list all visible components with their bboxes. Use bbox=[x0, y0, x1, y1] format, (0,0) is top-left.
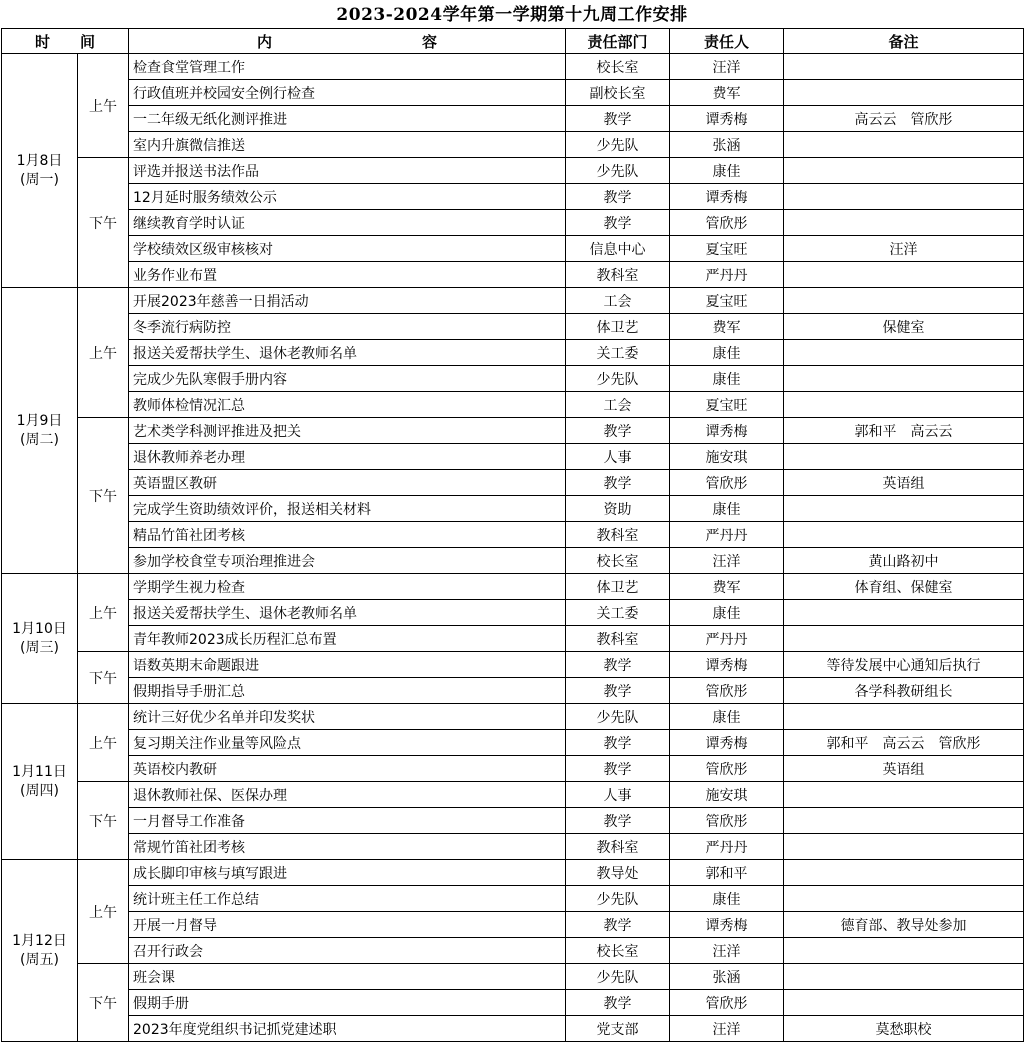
dept-cell: 少先队 bbox=[566, 704, 670, 730]
period-cell: 上午 bbox=[78, 574, 129, 652]
table-row bbox=[2, 782, 1024, 808]
dept-cell: 校长室 bbox=[566, 548, 670, 574]
dept-cell: 教学 bbox=[566, 990, 670, 1016]
day-weekday: (周二) bbox=[20, 431, 59, 448]
note-cell: 郭和平 高云云 管欣彤 bbox=[784, 730, 1024, 756]
content-cell: 语数英期末命题跟进 bbox=[129, 652, 566, 678]
period-cell: 下午 bbox=[78, 158, 129, 288]
dept-cell: 教学 bbox=[566, 652, 670, 678]
note-cell bbox=[784, 496, 1024, 522]
note-cell bbox=[784, 54, 1024, 80]
content-cell: 复习期关注作业量等风险点 bbox=[129, 730, 566, 756]
person-cell: 管欣彤 bbox=[670, 470, 784, 496]
dept-cell: 教科室 bbox=[566, 262, 670, 288]
note-cell bbox=[784, 184, 1024, 210]
dept-cell: 关工委 bbox=[566, 600, 670, 626]
note-cell bbox=[784, 964, 1024, 990]
note-cell bbox=[784, 938, 1024, 964]
content-cell: 英语盟区教研 bbox=[129, 470, 566, 496]
dept-cell: 少先队 bbox=[566, 964, 670, 990]
note-cell bbox=[784, 444, 1024, 470]
content-cell: 参加学校食堂专项治理推进会 bbox=[129, 548, 566, 574]
page-title: 2023-2024学年第一学期第十九周工作安排 bbox=[336, 5, 688, 25]
person-cell: 管欣彤 bbox=[670, 756, 784, 782]
table-row bbox=[2, 574, 1024, 600]
note-cell bbox=[784, 262, 1024, 288]
note-cell bbox=[784, 158, 1024, 184]
content-cell: 假期指导手册汇总 bbox=[129, 678, 566, 704]
table-row bbox=[2, 80, 1024, 106]
dept-cell: 少先队 bbox=[566, 158, 670, 184]
content-cell: 统计班主任工作总结 bbox=[129, 886, 566, 912]
content-cell: 继续教育学时认证 bbox=[129, 210, 566, 236]
header-time: 时 间 bbox=[2, 29, 129, 54]
note-cell: 莫愁职校 bbox=[784, 1016, 1024, 1042]
person-cell: 谭秀梅 bbox=[670, 106, 784, 132]
content-cell: 退休教师社保、医保办理 bbox=[129, 782, 566, 808]
note-cell bbox=[784, 392, 1024, 418]
note-cell bbox=[784, 886, 1024, 912]
dept-cell: 少先队 bbox=[566, 886, 670, 912]
dept-cell: 教学 bbox=[566, 210, 670, 236]
content-cell: 完成少先队寒假手册内容 bbox=[129, 366, 566, 392]
table-row bbox=[2, 106, 1024, 132]
period-cell: 上午 bbox=[78, 54, 129, 158]
dept-cell: 人事 bbox=[566, 782, 670, 808]
note-cell: 高云云 管欣彤 bbox=[784, 106, 1024, 132]
schedule-table bbox=[1, 28, 1024, 1042]
person-cell: 张涵 bbox=[670, 964, 784, 990]
period-cell: 下午 bbox=[78, 652, 129, 704]
person-cell: 费军 bbox=[670, 80, 784, 106]
person-cell: 夏宝旺 bbox=[670, 236, 784, 262]
table-row bbox=[2, 158, 1024, 184]
note-cell: 英语组 bbox=[784, 756, 1024, 782]
note-cell bbox=[784, 704, 1024, 730]
person-cell: 康佳 bbox=[670, 340, 784, 366]
content-cell: 学校绩效区级审核核对 bbox=[129, 236, 566, 262]
dept-cell: 工会 bbox=[566, 288, 670, 314]
dept-cell: 少先队 bbox=[566, 366, 670, 392]
person-cell: 汪洋 bbox=[670, 938, 784, 964]
person-cell: 康佳 bbox=[670, 704, 784, 730]
content-cell: 精品竹笛社团考核 bbox=[129, 522, 566, 548]
dept-cell: 校长室 bbox=[566, 54, 670, 80]
day-weekday: (周四) bbox=[20, 782, 59, 799]
table-row bbox=[2, 366, 1024, 392]
period-cell: 下午 bbox=[78, 964, 129, 1042]
dept-cell: 关工委 bbox=[566, 340, 670, 366]
person-cell: 管欣彤 bbox=[670, 210, 784, 236]
person-cell: 康佳 bbox=[670, 600, 784, 626]
content-cell: 开展2023年慈善一日捐活动 bbox=[129, 288, 566, 314]
dept-cell: 教学 bbox=[566, 912, 670, 938]
content-cell: 冬季流行病防控 bbox=[129, 314, 566, 340]
table-row bbox=[2, 886, 1024, 912]
day-date: 1月10日 bbox=[12, 620, 67, 637]
content-cell: 艺术类学科测评推进及把关 bbox=[129, 418, 566, 444]
content-cell: 评选并报送书法作品 bbox=[129, 158, 566, 184]
dept-cell: 教导处 bbox=[566, 860, 670, 886]
content-cell: 召开行政会 bbox=[129, 938, 566, 964]
header-row bbox=[2, 29, 1024, 54]
day-weekday: (周一) bbox=[20, 171, 59, 188]
note-cell bbox=[784, 80, 1024, 106]
dept-cell: 信息中心 bbox=[566, 236, 670, 262]
dept-cell: 体卫艺 bbox=[566, 574, 670, 600]
dept-cell: 资助 bbox=[566, 496, 670, 522]
note-cell bbox=[784, 600, 1024, 626]
period-cell: 下午 bbox=[78, 418, 129, 574]
period-cell: 上午 bbox=[78, 288, 129, 418]
note-cell: 英语组 bbox=[784, 470, 1024, 496]
person-cell: 郭和平 bbox=[670, 860, 784, 886]
table-row bbox=[2, 730, 1024, 756]
person-cell: 汪洋 bbox=[670, 548, 784, 574]
dept-cell: 教学 bbox=[566, 730, 670, 756]
day-date: 1月12日 bbox=[12, 932, 67, 949]
content-cell: 12月延时服务绩效公示 bbox=[129, 184, 566, 210]
table-row bbox=[2, 990, 1024, 1016]
note-cell bbox=[784, 782, 1024, 808]
day-cell bbox=[2, 860, 78, 1042]
person-cell: 张涵 bbox=[670, 132, 784, 158]
content-cell: 常规竹笛社团考核 bbox=[129, 834, 566, 860]
day-cell bbox=[2, 288, 78, 574]
table-row bbox=[2, 392, 1024, 418]
content-cell: 完成学生资助绩效评价，报送相关材料 bbox=[129, 496, 566, 522]
note-cell: 德育部、教导处参加 bbox=[784, 912, 1024, 938]
dept-cell: 少先队 bbox=[566, 132, 670, 158]
content-cell: 班会课 bbox=[129, 964, 566, 990]
header-content: 内 容 bbox=[129, 29, 566, 54]
person-cell: 费军 bbox=[670, 314, 784, 340]
note-cell bbox=[784, 860, 1024, 886]
person-cell: 夏宝旺 bbox=[670, 392, 784, 418]
person-cell: 谭秀梅 bbox=[670, 912, 784, 938]
table-row bbox=[2, 1016, 1024, 1042]
dept-cell: 副校长室 bbox=[566, 80, 670, 106]
table-row bbox=[2, 652, 1024, 678]
day-weekday: (周五) bbox=[20, 951, 59, 968]
table-row bbox=[2, 704, 1024, 730]
table-row bbox=[2, 132, 1024, 158]
person-cell: 谭秀梅 bbox=[670, 184, 784, 210]
content-cell: 青年教师2023成长历程汇总布置 bbox=[129, 626, 566, 652]
header-dept: 责任部门 bbox=[566, 29, 670, 54]
table-row bbox=[2, 600, 1024, 626]
content-cell: 室内升旗微信推送 bbox=[129, 132, 566, 158]
table-row bbox=[2, 756, 1024, 782]
person-cell: 管欣彤 bbox=[670, 808, 784, 834]
note-cell: 各学科教研组长 bbox=[784, 678, 1024, 704]
content-cell: 行政值班并校园安全例行检查 bbox=[129, 80, 566, 106]
table-row bbox=[2, 496, 1024, 522]
table-row bbox=[2, 210, 1024, 236]
day-cell bbox=[2, 574, 78, 704]
content-cell: 教师体检情况汇总 bbox=[129, 392, 566, 418]
person-cell: 施安琪 bbox=[670, 444, 784, 470]
table-row bbox=[2, 314, 1024, 340]
content-cell: 报送关爱帮扶学生、退休老教师名单 bbox=[129, 600, 566, 626]
period-cell: 下午 bbox=[78, 782, 129, 860]
content-cell: 业务作业布置 bbox=[129, 262, 566, 288]
table-row bbox=[2, 184, 1024, 210]
table-row bbox=[2, 678, 1024, 704]
person-cell: 康佳 bbox=[670, 886, 784, 912]
table-row bbox=[2, 938, 1024, 964]
dept-cell: 校长室 bbox=[566, 938, 670, 964]
table-row bbox=[2, 470, 1024, 496]
person-cell: 管欣彤 bbox=[670, 990, 784, 1016]
table-row bbox=[2, 860, 1024, 886]
dept-cell: 教学 bbox=[566, 808, 670, 834]
person-cell: 康佳 bbox=[670, 496, 784, 522]
dept-cell: 教科室 bbox=[566, 522, 670, 548]
content-cell: 一二年级无纸化测评推进 bbox=[129, 106, 566, 132]
table-row bbox=[2, 418, 1024, 444]
person-cell: 谭秀梅 bbox=[670, 730, 784, 756]
person-cell: 严丹丹 bbox=[670, 626, 784, 652]
note-cell: 汪洋 bbox=[784, 236, 1024, 262]
dept-cell: 党支部 bbox=[566, 1016, 670, 1042]
person-cell: 汪洋 bbox=[670, 54, 784, 80]
day-cell bbox=[2, 54, 78, 288]
header-note: 备注 bbox=[784, 29, 1024, 54]
note-cell: 体育组、保健室 bbox=[784, 574, 1024, 600]
person-cell: 康佳 bbox=[670, 366, 784, 392]
content-cell: 学期学生视力检查 bbox=[129, 574, 566, 600]
note-cell bbox=[784, 990, 1024, 1016]
person-cell: 严丹丹 bbox=[670, 262, 784, 288]
person-cell: 施安琪 bbox=[670, 782, 784, 808]
note-cell bbox=[784, 210, 1024, 236]
dept-cell: 工会 bbox=[566, 392, 670, 418]
note-cell bbox=[784, 522, 1024, 548]
day-weekday: (周三) bbox=[20, 639, 59, 656]
note-cell bbox=[784, 366, 1024, 392]
note-cell bbox=[784, 808, 1024, 834]
table-row bbox=[2, 236, 1024, 262]
person-cell: 汪洋 bbox=[670, 1016, 784, 1042]
day-date: 1月8日 bbox=[16, 152, 63, 169]
table-row bbox=[2, 626, 1024, 652]
note-cell: 黄山路初中 bbox=[784, 548, 1024, 574]
note-cell bbox=[784, 132, 1024, 158]
dept-cell: 人事 bbox=[566, 444, 670, 470]
table-row bbox=[2, 444, 1024, 470]
person-cell: 夏宝旺 bbox=[670, 288, 784, 314]
person-cell: 费军 bbox=[670, 574, 784, 600]
period-cell: 上午 bbox=[78, 860, 129, 964]
table-row bbox=[2, 522, 1024, 548]
dept-cell: 教学 bbox=[566, 470, 670, 496]
content-cell: 成长脚印审核与填写跟进 bbox=[129, 860, 566, 886]
person-cell: 谭秀梅 bbox=[670, 652, 784, 678]
content-cell: 一月督导工作准备 bbox=[129, 808, 566, 834]
person-cell: 康佳 bbox=[670, 158, 784, 184]
note-cell: 保健室 bbox=[784, 314, 1024, 340]
dept-cell: 教科室 bbox=[566, 626, 670, 652]
content-cell: 假期手册 bbox=[129, 990, 566, 1016]
content-cell: 开展一月督导 bbox=[129, 912, 566, 938]
dept-cell: 教科室 bbox=[566, 834, 670, 860]
day-date: 1月9日 bbox=[16, 412, 63, 429]
content-cell: 英语校内教研 bbox=[129, 756, 566, 782]
dept-cell: 教学 bbox=[566, 756, 670, 782]
header-person: 责任人 bbox=[670, 29, 784, 54]
table-row bbox=[2, 834, 1024, 860]
note-cell: 郭和平 高云云 bbox=[784, 418, 1024, 444]
note-cell: 等待发展中心通知后执行 bbox=[784, 652, 1024, 678]
table-row bbox=[2, 340, 1024, 366]
content-cell: 检查食堂管理工作 bbox=[129, 54, 566, 80]
dept-cell: 教学 bbox=[566, 678, 670, 704]
person-cell: 管欣彤 bbox=[670, 678, 784, 704]
day-date: 1月11日 bbox=[12, 763, 67, 780]
person-cell: 严丹丹 bbox=[670, 522, 784, 548]
dept-cell: 教学 bbox=[566, 106, 670, 132]
table-row bbox=[2, 54, 1024, 80]
dept-cell: 体卫艺 bbox=[566, 314, 670, 340]
table-row bbox=[2, 964, 1024, 990]
period-cell: 上午 bbox=[78, 704, 129, 782]
table-row bbox=[2, 288, 1024, 314]
dept-cell: 教学 bbox=[566, 184, 670, 210]
day-cell bbox=[2, 704, 78, 860]
note-cell bbox=[784, 288, 1024, 314]
person-cell: 谭秀梅 bbox=[670, 418, 784, 444]
dept-cell: 教学 bbox=[566, 418, 670, 444]
content-cell: 2023年度党组织书记抓党建述职 bbox=[129, 1016, 566, 1042]
table-row bbox=[2, 912, 1024, 938]
content-cell: 退休教师养老办理 bbox=[129, 444, 566, 470]
note-cell bbox=[784, 626, 1024, 652]
person-cell: 严丹丹 bbox=[670, 834, 784, 860]
table-row bbox=[2, 808, 1024, 834]
table-row bbox=[2, 262, 1024, 288]
note-cell bbox=[784, 834, 1024, 860]
content-cell: 报送关爱帮扶学生、退休老教师名单 bbox=[129, 340, 566, 366]
content-cell: 统计三好优少名单并印发奖状 bbox=[129, 704, 566, 730]
note-cell bbox=[784, 340, 1024, 366]
table-row bbox=[2, 548, 1024, 574]
